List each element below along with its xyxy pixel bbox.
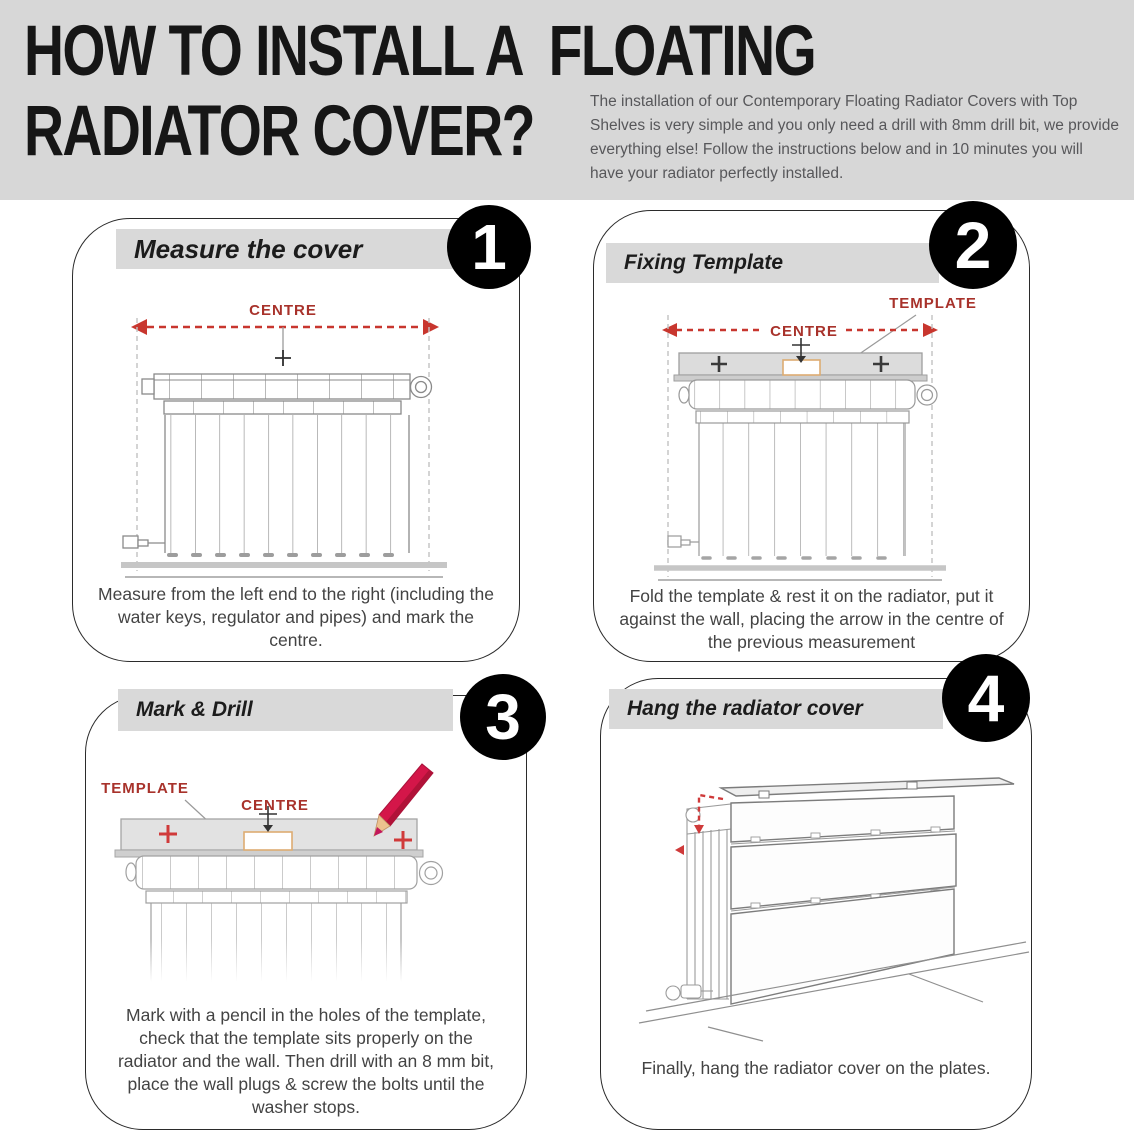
step-2-panel xyxy=(593,210,1030,662)
floor-line xyxy=(654,568,946,580)
step-1-panel xyxy=(72,211,520,662)
template-bar xyxy=(674,338,927,381)
radiator-drawing xyxy=(668,380,937,558)
water-key-valve xyxy=(123,536,165,548)
page-title-line1: HOW TO INSTALL A FLOATING xyxy=(24,12,816,91)
intro-text: The installation of our Contemporary Floating Radiator Covers with Top Shelves is very simple and you only need a drill with 8mm drill bit, we provide everything else! Follow the instructions below and in 10 minutes you will have your radiator perfectly installed. xyxy=(590,93,1119,183)
water-key-valve xyxy=(668,536,699,547)
radiator-drawing xyxy=(111,856,443,996)
centre-measure-arrow xyxy=(131,319,439,335)
page-title-line2: RADIATOR COVER? xyxy=(24,91,534,171)
step-3-number: 3 xyxy=(485,681,521,753)
floor-line xyxy=(121,565,447,577)
step-3-caption: Mark with a pencil in the holes of the template, check that the template sits properly on the radiator and the wall. Then drill with an 8 mm bit, place the wall plugs & screw the bolts until the washer stops. xyxy=(117,1005,495,1118)
step-4-panel xyxy=(600,661,1032,1130)
step-2-number-badge xyxy=(929,201,1017,289)
header xyxy=(0,0,1134,200)
template-window xyxy=(244,832,292,850)
radiator-drawing xyxy=(123,374,432,555)
radiator-behind-cover xyxy=(666,804,731,1000)
step-3-number-badge xyxy=(460,674,546,760)
centre-label: CENTRE xyxy=(249,302,317,319)
valve xyxy=(666,985,713,1000)
slat-1 xyxy=(731,796,954,842)
centre-mark xyxy=(275,327,291,366)
step-4-number: 4 xyxy=(967,661,1005,735)
step-1-number-badge xyxy=(447,205,531,289)
cover-drawing xyxy=(721,778,1014,1004)
step-4-title: Hang the radiator cover xyxy=(627,697,863,720)
step-4-caption: Finally, hang the radiator cover on the plates. xyxy=(641,1058,991,1078)
step-2-title: Fixing Template xyxy=(624,251,784,274)
centre-label: CENTRE xyxy=(770,323,838,340)
step-4-number-badge xyxy=(942,654,1030,742)
template-label: TEMPLATE xyxy=(889,295,977,312)
centre-label: CENTRE xyxy=(241,797,309,814)
step-2-number: 2 xyxy=(954,208,992,282)
template-label: TEMPLATE xyxy=(101,780,189,797)
step-1-title: Measure the cover xyxy=(134,233,363,264)
step-1-number: 1 xyxy=(471,211,507,283)
step-3-panel xyxy=(85,681,527,1130)
step-1-caption: Measure from the left end to the right (including the water keys, regulator and pipes) and mark the centre. xyxy=(98,584,494,651)
step-3-title: Mark & Drill xyxy=(136,698,253,721)
step-2-caption: Fold the template & rest it on the radiator, put it against the wall, placing the arrow in the centre of the previous measurement xyxy=(619,586,1004,653)
